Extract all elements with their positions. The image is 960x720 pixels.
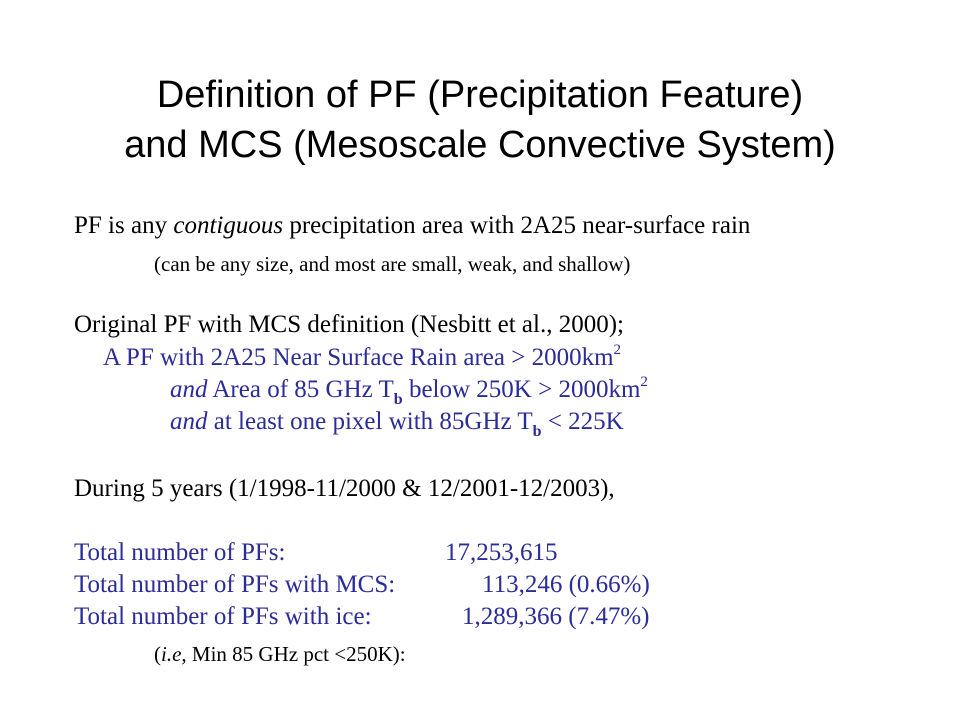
pf-definition bbox=[74, 210, 750, 242]
mcs-cond2-sub: b bbox=[393, 391, 403, 408]
stat-value: 17,253,615 bbox=[445, 539, 558, 566]
mcs-cond3-and: and bbox=[170, 408, 208, 435]
period-text: During 5 years (1/1998-11/2000 & 12/2001-12/2003), bbox=[74, 475, 615, 502]
stats-note-rest: , Min 85 GHz pct <250K): bbox=[181, 642, 406, 666]
mcs-cond3-text-a: at least one pixel with 85GHz T bbox=[207, 408, 533, 435]
stat-value: 113,246 (0.66%) bbox=[482, 571, 650, 598]
mcs-cond2-text-a: Area of 85 GHz T bbox=[207, 376, 394, 403]
stats-note-italic: i.e bbox=[161, 642, 182, 666]
pf-definition-note: (can be any size, and most are small, weak, and shallow) bbox=[154, 252, 631, 276]
mcs-cond3-sub: b bbox=[532, 423, 542, 440]
mcs-cond2-sup: 2 bbox=[640, 374, 648, 390]
mcs-cond3-text-b: < 225K bbox=[541, 408, 624, 435]
mcs-condition-2 bbox=[170, 374, 648, 406]
slide-title bbox=[0, 70, 960, 170]
mcs-cond1-text: A PF with 2A25 Near Surface Rain area > 2000km bbox=[103, 344, 614, 371]
stat-value: 1,289,366 (7.47%) bbox=[462, 603, 650, 630]
stat-label: Total number of PFs: bbox=[74, 539, 286, 566]
stat-label: Total number of PFs with ice: bbox=[74, 603, 372, 630]
mcs-condition-1 bbox=[103, 342, 621, 374]
mcs-cond2-text-b: below 250K > 2000km bbox=[402, 376, 641, 403]
pf-def-prefix: PF is any bbox=[74, 212, 174, 239]
title-line-2: and MCS (Mesoscale Convective System) bbox=[124, 124, 836, 166]
pf-def-suffix: precipitation area with 2A25 near-surface rain bbox=[283, 212, 751, 239]
title-line-1: Definition of PF (Precipitation Feature) bbox=[156, 74, 804, 116]
stat-row bbox=[74, 569, 650, 601]
pf-def-italic: contiguous bbox=[173, 212, 284, 239]
mcs-definition-intro: Original PF with MCS definition (Nesbitt et al., 2000); bbox=[74, 311, 624, 338]
stat-row bbox=[74, 601, 650, 633]
mcs-cond2-and: and bbox=[170, 376, 208, 403]
mcs-condition-3 bbox=[170, 406, 624, 438]
mcs-cond1-sup: 2 bbox=[613, 342, 622, 358]
stat-label: Total number of PFs with MCS: bbox=[74, 571, 396, 598]
stats-note bbox=[154, 638, 406, 670]
stat-row bbox=[74, 537, 558, 569]
stats-note-open: ( bbox=[154, 642, 161, 666]
